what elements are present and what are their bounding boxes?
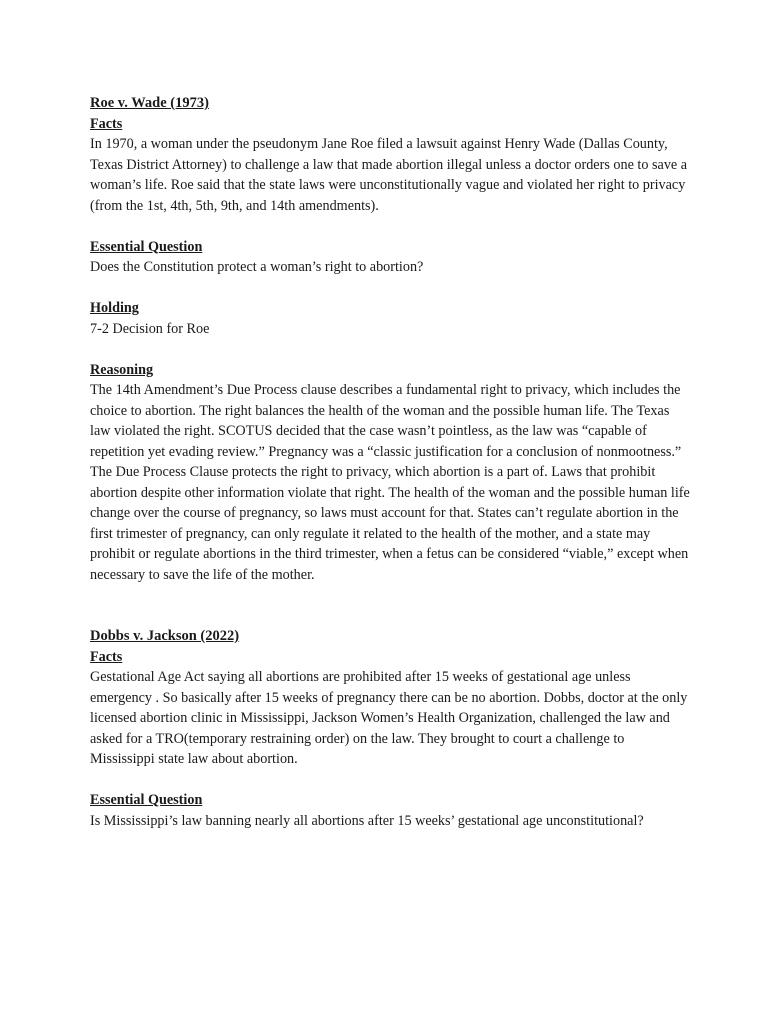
facts-text-roe: In 1970, a woman under the pseudonym Jane Roe filed a lawsuit against Henry Wade (Dallas County, Texas District Attorney) to challenge a law that made abortion illegal unless a doctor orders one to save a woman’s life. Roe said that the state laws were unconstitutionally vague and violated her right to privacy (from the 1st, 4th, 5th, 9th, and 14th amendments).: [90, 136, 688, 214]
facts-text-dobbs: Gestational Age Act saying all abortions are prohibited after 15 weeks of gestational age unless emergency . So basically after 15 weeks of pregnancy there can be no abortion. Dobbs, doctor at the only licensed abortion clinic in Mississippi, Jackson Women’s Health Organization, challenged the law and asked for a TRO(temporary restraining order) on the law. They brought to court a challenge to Mississippi state law about abortion.: [90, 669, 688, 767]
question-text-roe: Does the Constitution protect a woman’s right to abortion?: [90, 259, 424, 275]
case-title-dobbs: Dobbs v. Jackson (2022): [90, 628, 240, 644]
case-dobbs-v-jackson: [90, 626, 690, 831]
document-page: [90, 93, 690, 831]
facts-heading-roe: Facts: [90, 115, 123, 132]
reasoning-heading-roe: Reasoning: [90, 361, 154, 378]
holding-text-roe: 7-2 Decision for Roe: [90, 320, 210, 337]
reasoning-text-roe: The 14th Amendment’s Due Process clause describes a fundamental right to privacy, which includes the choice to abortion. The right balances the health of the woman and the possible human life. The Texas law violated the right. SCOTUS decided that the case wasn’t pointless, as the law was “capable of repetition yet evading review.” Pregnancy was a “classic justification for a conclusion of nonmootness.” The Due Process Clause protects the right to privacy, which abortion is a part of. Laws that prohibit abortion despite other information violate that right. The health of the woman and the possible human life change over the course of pregnancy, so laws must account for that. States can’t regulate abortion in the first trimester of pregnancy, can only regulate it related to the health of the mother, and a state may prohibit or regulate abortions in the third trimester, when a fetus can be considered “viable,” except when necessary to save the life of the mother.: [90, 382, 690, 583]
facts-heading-dobbs: Facts: [90, 648, 123, 665]
question-text-dobbs: Is Mississippi’s law banning nearly all abortions after 15 weeks’ gestational age unconstitutional?: [90, 812, 644, 829]
case-roe-v-wade: [90, 93, 690, 585]
holding-heading-roe: Holding: [90, 300, 139, 316]
question-heading-dobbs: Essential Question: [90, 792, 203, 808]
question-heading-roe: Essential Question: [90, 238, 203, 255]
case-title-roe: Roe v. Wade (1973): [90, 95, 209, 111]
